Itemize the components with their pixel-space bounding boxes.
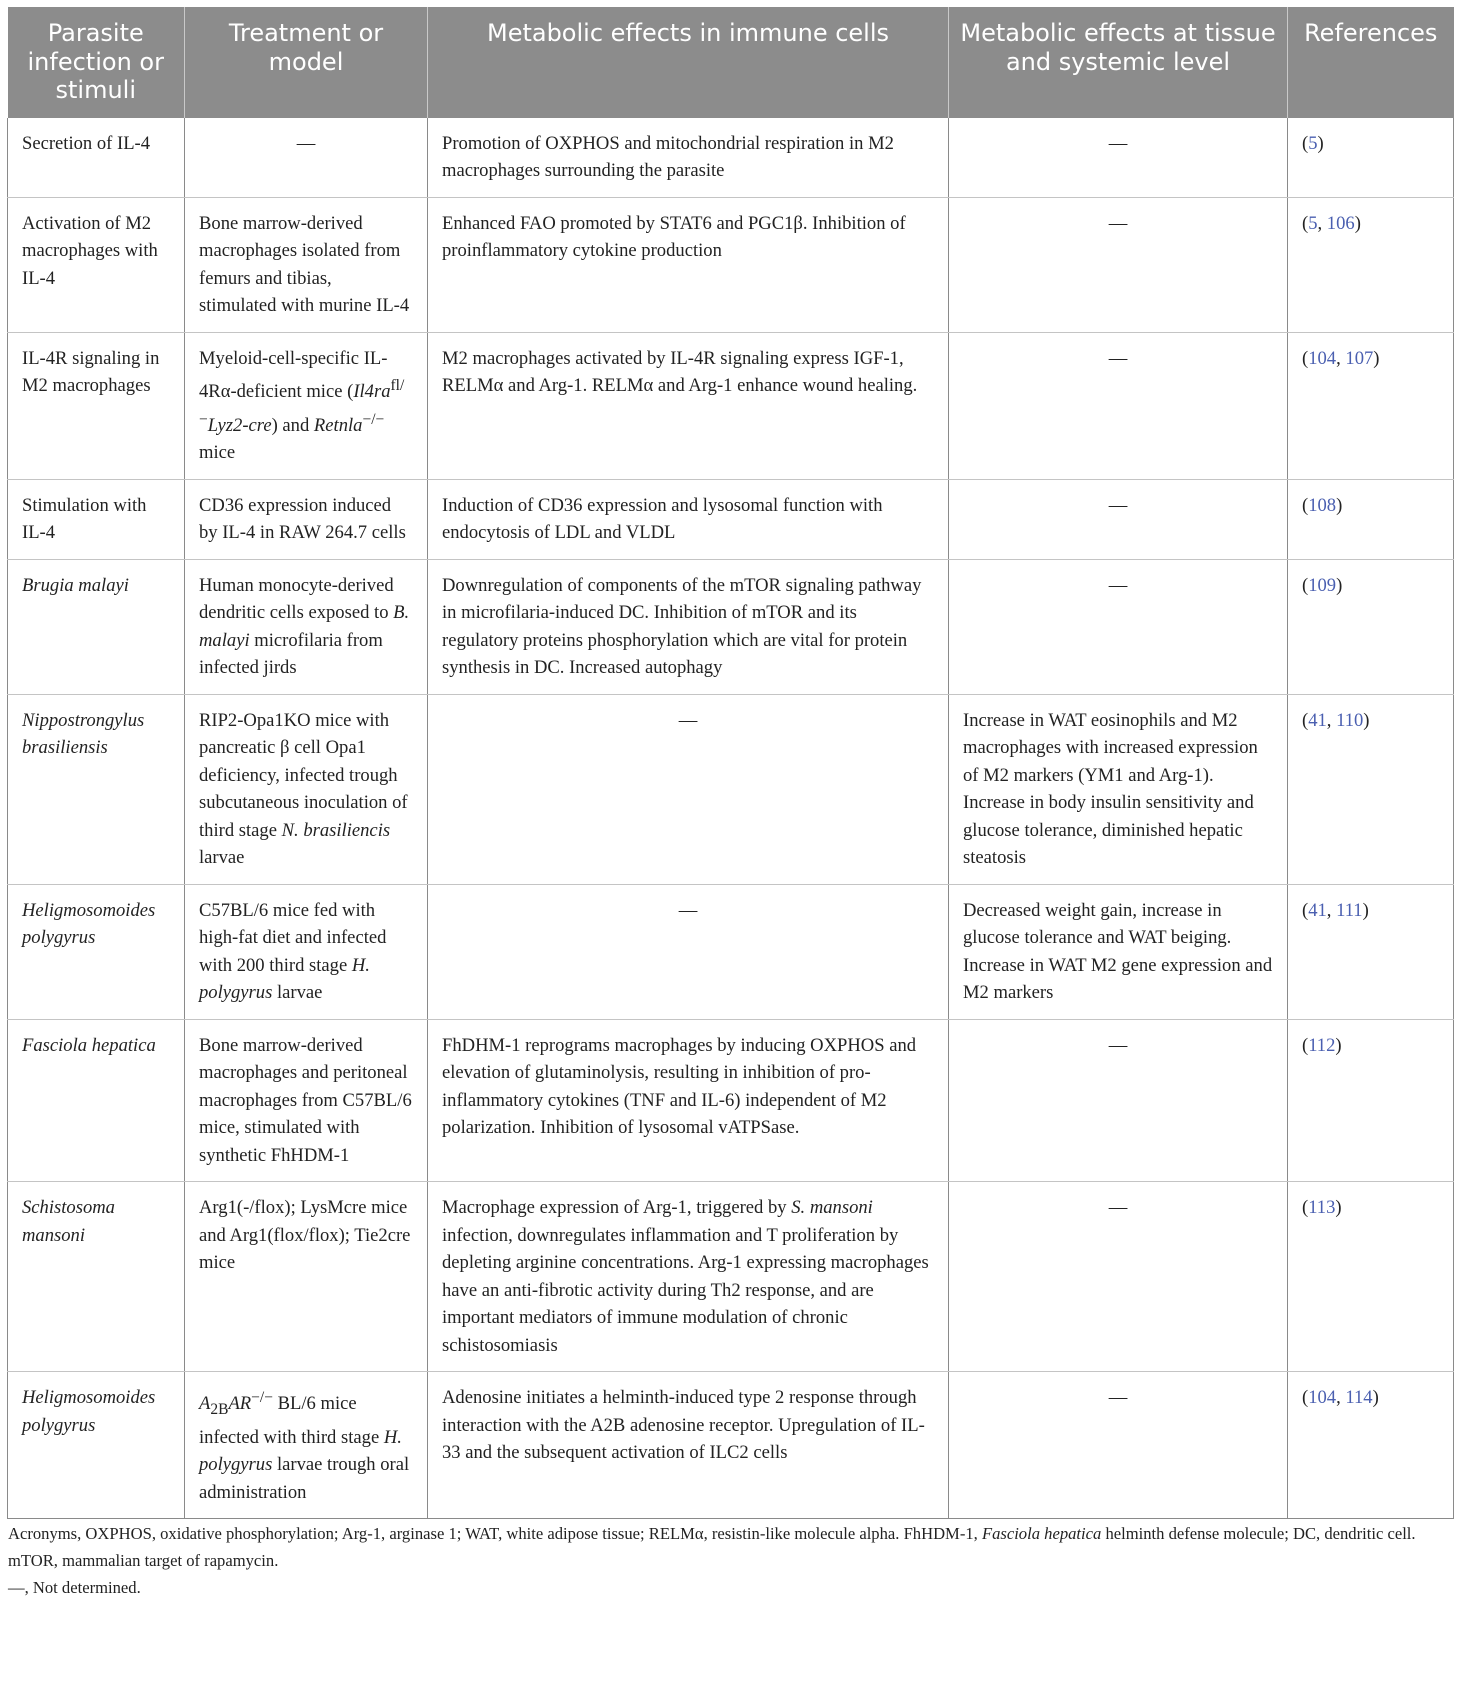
cell-treatment bbox=[185, 332, 428, 479]
treatment-text: C57BL/6 mice fed with high-fat diet and infected with 200 third stage bbox=[199, 899, 387, 976]
cell-tissue-effects: — bbox=[949, 1019, 1288, 1182]
reference-link[interactable]: 107 bbox=[1345, 347, 1374, 369]
cell-immune-effects: Induction of CD36 expression and lysosomal function with endocytosis of LDL and VLDL bbox=[428, 479, 949, 559]
effects-text: Macrophage expression of Arg-1, triggered by bbox=[442, 1197, 792, 1219]
reference-link[interactable]: 104 bbox=[1308, 347, 1337, 369]
gene-name: AR bbox=[228, 1393, 252, 1415]
table-header bbox=[8, 7, 1454, 118]
cell-references: (108) bbox=[1288, 479, 1454, 559]
treatment-text: microfilaria from infected jirds bbox=[199, 629, 383, 679]
header-tissue-effects: Metabolic effects at tissue and systemic level bbox=[949, 7, 1288, 118]
treatment-text: RIP2-Opa1KO mice with pancreatic β cell Opa1 deficiency, infected trough subcutaneous inoculation of third stage bbox=[199, 709, 408, 841]
cell-treatment bbox=[185, 694, 428, 884]
treatment-text: ) and bbox=[271, 414, 314, 436]
header-parasite: Parasite infection or stimuli bbox=[8, 7, 185, 118]
cell-parasite: Brugia malayi bbox=[8, 559, 185, 694]
table-row bbox=[8, 118, 1454, 198]
table-row bbox=[8, 884, 1454, 1019]
cell-treatment bbox=[185, 559, 428, 694]
cell-references: (104, 114) bbox=[1288, 1372, 1454, 1519]
cell-parasite: Heligmosomoides polygyrus bbox=[8, 1372, 185, 1519]
cell-treatment: Bone marrow-derived macrophages and peritoneal macrophages from C57BL/6 mice, stimulated with synthetic FhHDM-1 bbox=[185, 1019, 428, 1182]
cell-treatment: Arg1(-/flox); LysMcre mice and Arg1(flox/flox); Tie2cre mice bbox=[185, 1182, 428, 1372]
genotype-superscript: −/− bbox=[251, 1389, 273, 1407]
table-row bbox=[8, 559, 1454, 694]
cell-tissue-effects: — bbox=[949, 197, 1288, 332]
species-name: S. mansoni bbox=[791, 1197, 873, 1219]
table-row bbox=[8, 694, 1454, 884]
cell-immune-effects: FhDHM-1 reprograms macrophages by inducing OXPHOS and elevation of glutaminolysis, resulting in inhibition of pro-inflammatory cytokines (TNF and IL-6) independent of M2 polarization. Inhibition of lysosomal vATPSase. bbox=[428, 1019, 949, 1182]
cell-parasite: Secretion of IL-4 bbox=[8, 118, 185, 198]
header-treatment: Treatment or model bbox=[185, 7, 428, 118]
reference-link[interactable]: 111 bbox=[1336, 899, 1363, 921]
table-row bbox=[8, 1372, 1454, 1519]
cell-parasite: Stimulation with IL-4 bbox=[8, 479, 185, 559]
gene-name: Il4ra bbox=[353, 381, 391, 403]
treatment-text: larvae bbox=[272, 982, 323, 1004]
cell-treatment: Bone marrow-derived macrophages isolated from femurs and tibias, stimulated with murine IL-4 bbox=[185, 197, 428, 332]
table-footnote bbox=[7, 1519, 1453, 1601]
cell-immune-effects: Promotion of OXPHOS and mitochondrial respiration in M2 macrophages surrounding the parasite bbox=[428, 118, 949, 198]
cell-references: (113) bbox=[1288, 1182, 1454, 1372]
header-row bbox=[8, 7, 1454, 118]
gene-name: Retnla bbox=[313, 414, 363, 436]
reference-link[interactable]: 109 bbox=[1308, 574, 1337, 596]
reference-link[interactable]: 5 bbox=[1308, 212, 1318, 234]
species-name: Fasciola hepatica bbox=[981, 1524, 1102, 1544]
not-determined-note: —, Not determined. bbox=[8, 1578, 141, 1598]
cell-treatment bbox=[185, 1372, 428, 1519]
cell-references: (104, 107) bbox=[1288, 332, 1454, 479]
cell-references: (5) bbox=[1288, 118, 1454, 198]
species-name: N. brasiliencis bbox=[281, 819, 391, 841]
cell-references: (5, 106) bbox=[1288, 197, 1454, 332]
cell-immune-effects: M2 macrophages activated by IL-4R signaling express IGF-1, RELMα and Arg-1. RELMα and Arg-1 enhance wound healing. bbox=[428, 332, 949, 479]
table-row bbox=[8, 197, 1454, 332]
footnote-text: Acronyms, OXPHOS, oxidative phosphorylation; Arg-1, arginase 1; WAT, white adipose tissue; RELMα, resistin-like molecule alpha. FhHDM-1, bbox=[8, 1524, 982, 1544]
gene-name: Lyz2-cre bbox=[207, 414, 272, 436]
table-row bbox=[8, 332, 1454, 479]
reference-link[interactable]: 104 bbox=[1308, 1387, 1337, 1409]
cell-tissue-effects: — bbox=[949, 1372, 1288, 1519]
treatment-text: Human monocyte-derived dendritic cells exposed to bbox=[199, 574, 394, 624]
cell-references: (41, 110) bbox=[1288, 694, 1454, 884]
cell-immune-effects: Adenosine initiates a helminth-induced type 2 response through interaction with the A2B adenosine receptor. Upregulation of IL-33 and the subsequent activation of ILC2 cells bbox=[428, 1372, 949, 1519]
table-row bbox=[8, 479, 1454, 559]
header-references: References bbox=[1288, 7, 1454, 118]
species-name: B. malayi bbox=[199, 602, 410, 651]
treatment-text: larvae bbox=[199, 847, 245, 869]
cell-tissue-effects: — bbox=[949, 1182, 1288, 1372]
cell-parasite: Activation of M2 macrophages with IL-4 bbox=[8, 197, 185, 332]
treatment-text: larvae trough oral administration bbox=[199, 1454, 410, 1503]
table-row bbox=[8, 1019, 1454, 1182]
cell-immune-effects: — bbox=[428, 884, 949, 1019]
cell-immune-effects: Enhanced FAO promoted by STAT6 and PGC1β. Inhibition of proinflammatory cytokine production bbox=[428, 197, 949, 332]
reference-link[interactable]: 112 bbox=[1308, 1034, 1336, 1056]
cell-tissue-effects: Decreased weight gain, increase in glucose tolerance and WAT beiging. Increase in WAT M2 gene expression and M2 markers bbox=[949, 884, 1288, 1019]
cell-treatment bbox=[185, 884, 428, 1019]
cell-tissue-effects: — bbox=[949, 559, 1288, 694]
species-name: H. polygyrus bbox=[199, 1426, 402, 1476]
cell-tissue-effects: — bbox=[949, 479, 1288, 559]
treatment-text: mice bbox=[199, 442, 236, 464]
data-table bbox=[7, 7, 1454, 1519]
cell-immune-effects: — bbox=[428, 694, 949, 884]
genotype-superscript: −/− bbox=[362, 410, 385, 428]
cell-tissue-effects: — bbox=[949, 118, 1288, 198]
cell-parasite: IL-4R signaling in M2 macrophages bbox=[8, 332, 185, 479]
cell-parasite: Fasciola hepatica bbox=[8, 1019, 185, 1182]
table-container bbox=[7, 7, 1453, 1601]
reference-link[interactable]: 113 bbox=[1308, 1197, 1336, 1219]
reference-link[interactable]: 110 bbox=[1336, 709, 1364, 731]
cell-parasite: Schistosoma mansoni bbox=[8, 1182, 185, 1372]
cell-immune-effects bbox=[428, 1182, 949, 1372]
cell-references: (109) bbox=[1288, 559, 1454, 694]
genotype-superscript: fl/− bbox=[199, 377, 405, 428]
cell-immune-effects: Downregulation of components of the mTOR signaling pathway in microfilaria-induced DC. Inhibition of mTOR and its regulatory proteins phosphorylation which are vital for protein synthesis in DC. Increased autophagy bbox=[428, 559, 949, 694]
reference-link[interactable]: 41 bbox=[1308, 899, 1327, 921]
gene-name: A bbox=[199, 1393, 211, 1415]
header-immune-effects: Metabolic effects in immune cells bbox=[428, 7, 949, 118]
table-body bbox=[8, 118, 1454, 1519]
species-name: H. polygyrus bbox=[199, 954, 370, 1004]
footnote-text: helminth defense molecule; DC, dendritic cell. mTOR, mammalian target of rapamycin. bbox=[8, 1524, 1416, 1571]
cell-references: (112) bbox=[1288, 1019, 1454, 1182]
acronyms-note bbox=[8, 1520, 1453, 1574]
gene-subscript: 2B bbox=[210, 1401, 229, 1419]
cell-tissue-effects: Increase in WAT eosinophils and M2 macrophages with increased expression of M2 markers (YM1 and Arg-1). Increase in body insulin sensitivity and glucose tolerance, diminished hepatic steatosis bbox=[949, 694, 1288, 884]
reference-link[interactable]: 108 bbox=[1308, 494, 1337, 516]
reference-link[interactable]: 106 bbox=[1326, 212, 1355, 234]
cell-tissue-effects: — bbox=[949, 332, 1288, 479]
table-row bbox=[8, 1182, 1454, 1372]
cell-parasite: Nippostrongylus brasiliensis bbox=[8, 694, 185, 884]
cell-treatment: — bbox=[185, 118, 428, 198]
treatment-text: BL/6 mice infected with third stage bbox=[199, 1393, 384, 1448]
cell-references: (41, 111) bbox=[1288, 884, 1454, 1019]
effects-text: infection, downregulates inflammation and T proliferation by depleting arginine concentrations. Arg-1 expressing macrophages have an anti-fibrotic activity during Th2 response, and are important mediators of immune modulation of chronic schistosomiasis bbox=[442, 1224, 929, 1356]
reference-link[interactable]: 5 bbox=[1308, 132, 1318, 154]
cell-treatment: CD36 expression induced by IL-4 in RAW 264.7 cells bbox=[185, 479, 428, 559]
reference-link[interactable]: 114 bbox=[1345, 1387, 1373, 1409]
treatment-text: Myeloid-cell-specific IL-4Rα-deficient mice ( bbox=[199, 347, 388, 403]
reference-link[interactable]: 41 bbox=[1308, 709, 1327, 731]
cell-parasite: Heligmosomoides polygyrus bbox=[8, 884, 185, 1019]
